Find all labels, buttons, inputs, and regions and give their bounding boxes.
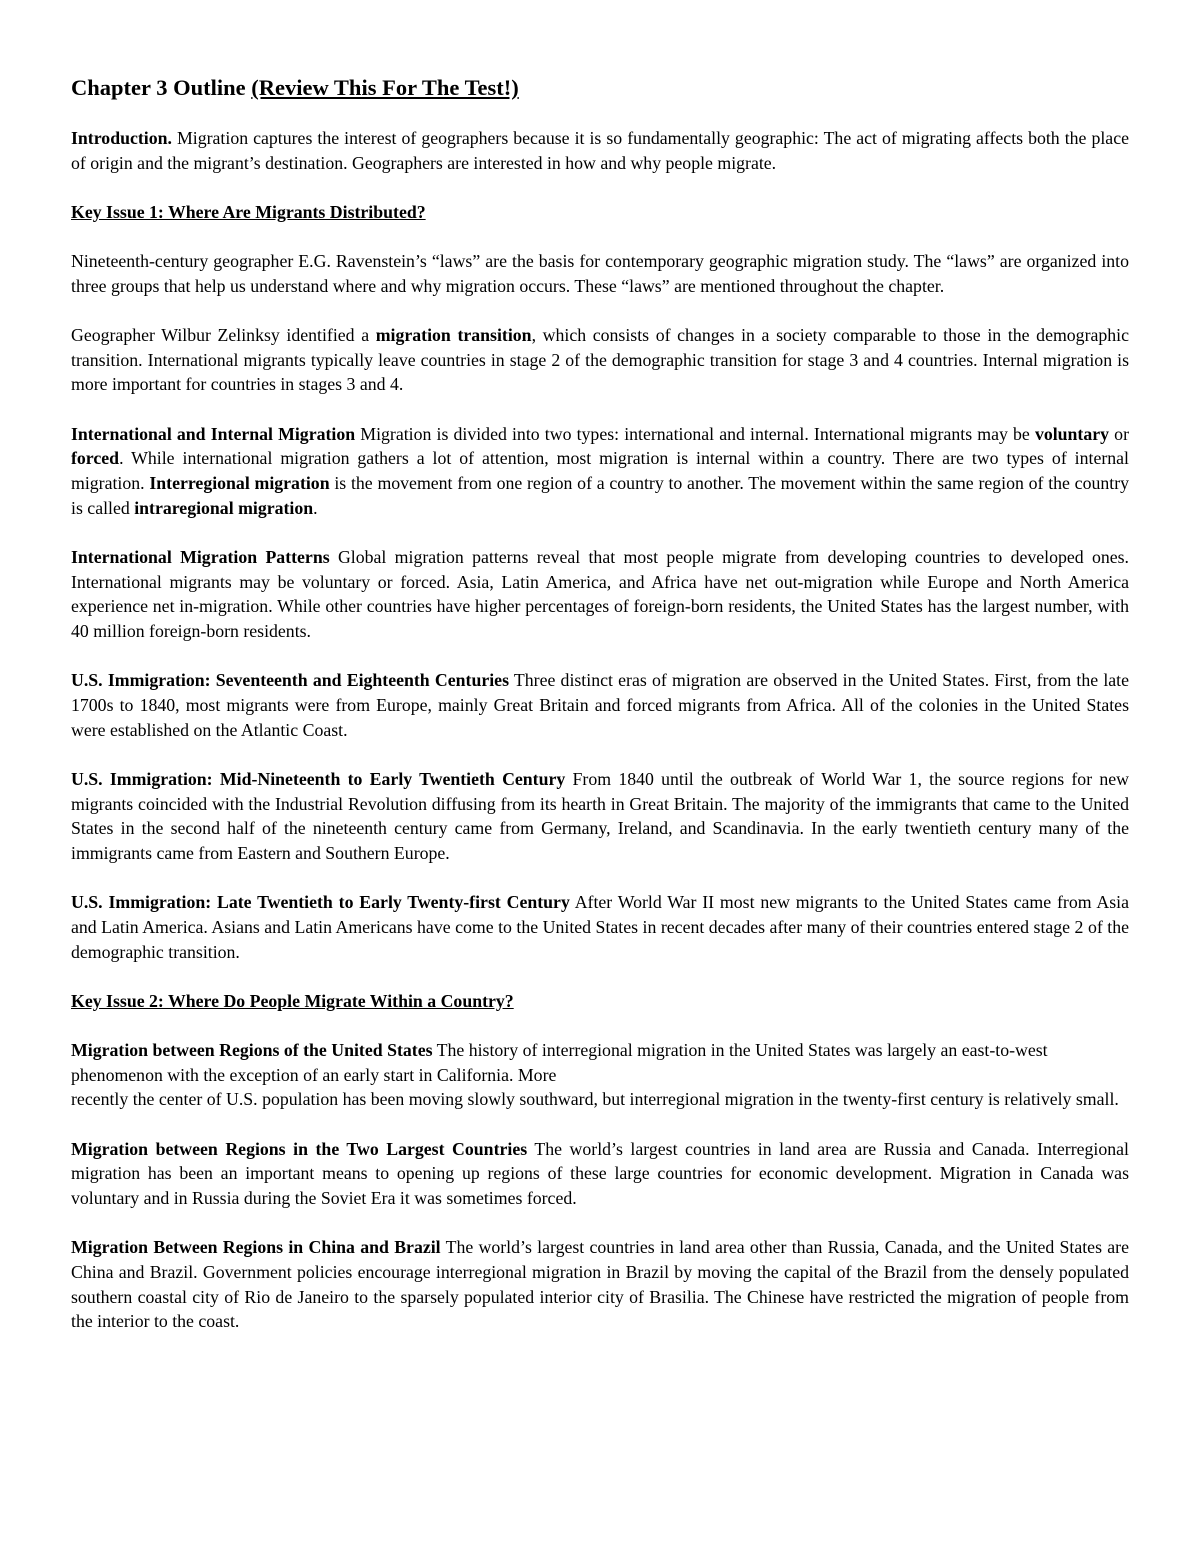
us-20-21-heading: U.S. Immigration: Late Twentieth to Early Twenty-first Century (71, 892, 570, 913)
title-main: Chapter 3 Outline (71, 75, 246, 100)
forced-term: forced (71, 448, 120, 469)
voluntary-term: voluntary (1034, 423, 1110, 444)
key-issue-2-heading: Key Issue 2: Where Do People Migrate Within a Country? (71, 990, 514, 1011)
document-page (71, 72, 1129, 1359)
us-17-18-paragraph (71, 668, 1129, 742)
us-regions-text-1: The history of interregional migration in the United States was largely an east-to-west phenomenon with the exception of an early start in California. More (71, 1039, 1048, 1085)
migration-patterns-text: Global migration patterns reveal that most people migrate from developing countries to developed ones. International migrants may be voluntary or forced. Asia, Latin America, and Africa have net out-migration while Europe and North America experience net in-migration. While other countries have higher percentages of foreign-born residents, the United States has the largest number, with 40 million foreign-born residents. (71, 546, 1129, 642)
us-20-21-paragraph (71, 890, 1129, 964)
china-brazil-text: The world’s largest countries in land area other than Russia, Canada, and the United States are China and Brazil. Government policies encourage interregional migration in Brazil by moving the capital of the Brazil from the densely populated southern coastal city of Rio de Janeiro to the sparsely populated interior city of Brasilia. The Chinese have restricted the migration of people from the interior to the coast. (71, 1237, 1129, 1332)
us-regions-heading: Migration between Regions of the United States (71, 1039, 433, 1060)
intro-text: Migration captures the interest of geographers because it is so fundamentally geographic: The act of migrating affects both the place of origin and the migrant’s destination. Geographers are interested in how and why people migrate. (71, 128, 1129, 173)
two-largest-paragraph (71, 1137, 1129, 1211)
page-title (71, 72, 1129, 104)
migration-transition-term: migration transition (375, 325, 532, 346)
key-issue-1-heading: Key Issue 1: Where Are Migrants Distributed? (71, 201, 426, 222)
china-brazil-paragraph (71, 1235, 1129, 1334)
us-17-18-text: Three distinct eras of migration are observed in the United States. First, from the late 1700s to 1840, most migrants were from Europe, mainly Great Britain and forced migrants from Africa. All of the colonies in the United States were established on the Atlantic Coast. (71, 670, 1130, 740)
intro-label: Introduction. (71, 128, 172, 148)
intl-text-5: . (313, 497, 318, 518)
china-brazil-heading: Migration Between Regions in China and Brazil (71, 1237, 441, 1258)
us-17-18-heading: U.S. Immigration: Seventeenth and Eighteenth Centuries (71, 670, 509, 691)
us-19-20-paragraph (71, 767, 1129, 866)
us-20-21-text: After World War II most new migrants to the United States came from Asia and Latin America. Asians and Latin Americans have come to the United States in recent decades after many of their countries entered stage 2 of the demographic transition. (71, 892, 1129, 962)
ravenstein-paragraph: Nineteenth-century geographer E.G. Ravenstein’s “laws” are the basis for contemporary geographic migration study. The “laws” are organized into three groups that help us understand where and why migration occurs. These “laws” are mentioned throughout the chapter. (71, 251, 1129, 296)
international-internal-heading: International and Internal Migration (71, 423, 356, 444)
interregional-term: Interregional migration (149, 473, 330, 494)
zelinsky-paragraph (71, 323, 1129, 397)
intl-text-2: or (1109, 423, 1129, 444)
us-19-20-heading: U.S. Immigration: Mid-Nineteenth to Early Twentieth Century (71, 768, 566, 789)
migration-patterns-paragraph (71, 545, 1129, 644)
zelinsky-text-b: , which consists of changes in a society comparable to those in the demographic transition. International migrants typically leave countries in stage 2 of the demographic transition for stage 3 and 4 countries. Internal migration is more important for countries in stages 3 and 4. (71, 325, 1130, 395)
us-regions-text-2: recently the center of U.S. population has been moving slowly southward, but interregional migration in the twenty-first century is relatively small. (71, 1089, 1119, 1110)
title-subtitle: (Review This For The Test!) (251, 75, 519, 100)
international-internal-paragraph (71, 422, 1129, 521)
intl-text-1: Migration is divided into two types: international and internal. International migrants may be (355, 423, 1035, 444)
migration-patterns-heading: International Migration Patterns (71, 546, 330, 567)
intl-text-3: . While international migration gathers a lot of attention, most migration is internal within a country. There are two types of internal migration. (71, 448, 1129, 494)
us-regions-paragraph (71, 1038, 1129, 1112)
intl-text-4: is the movement from one region of a country to another. The movement within the same region of the country is called (71, 473, 1130, 518)
two-largest-text: The world’s largest countries in land area are Russia and Canada. Interregional migration has been an important means to opening up regions of these large countries for economic development. Migration in Canada was voluntary and in Russia during the Soviet Era it was sometimes forced. (71, 1138, 1129, 1208)
zelinsky-text-a: Geographer Wilbur Zelinksy identified a (71, 325, 376, 346)
two-largest-heading: Migration between Regions in the Two Largest Countries (71, 1138, 528, 1159)
intraregional-term: intraregional migration (134, 497, 314, 518)
us-19-20-text: From 1840 until the outbreak of World War 1, the source regions for new migrants coincided with the Industrial Revolution diffusing from its hearth in Great Britain. The majority of the immigrants that came to the United States in the second half of the nineteenth century came from Germany, Ireland, and Scandinavia. In the early twentieth century many of the immigrants came from Eastern and Southern Europe. (71, 768, 1129, 863)
intro-paragraph (71, 126, 1129, 175)
